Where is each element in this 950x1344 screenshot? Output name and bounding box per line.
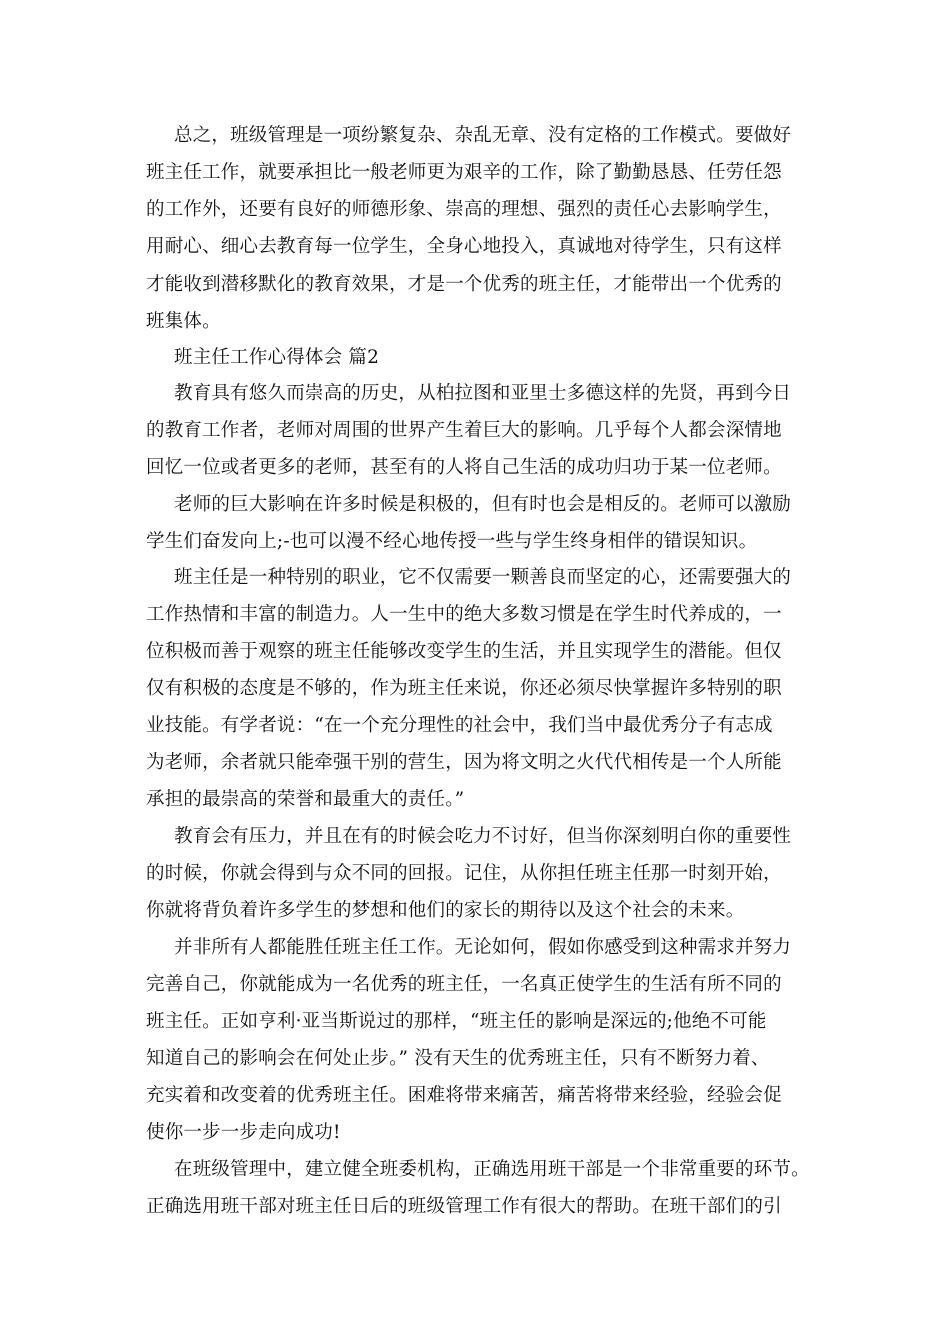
text-line: 老师的巨大影响在许多时候是积极的，但有时也会是相反的。老师可以激励	[174, 494, 792, 515]
text-line: 知道自己的影响会在何处止步。” 没有天生的优秀班主任，只有不断努力着、	[146, 1048, 770, 1069]
text-line: 你就将背负着许多学生的梦想和他们的家长的期待以及这个社会的未来。	[146, 900, 745, 921]
text-line: 为老师，余者就只能牵强干别的营生，因为将文明之火代代相传是一个人所能	[146, 752, 782, 773]
text-line: 承担的最崇高的荣誉和最重大的责任。”	[146, 789, 465, 810]
text-line: 仅有积极的态度是不够的，作为班主任来说，你还必须尽快掌握许多特别的职	[146, 678, 782, 699]
text-line: 充实着和改变着的优秀班主任。困难将带来痛苦，痛苦将带来经验，经验会促	[146, 1085, 782, 1106]
text-line: 班主任工作，就要承担比一般老师更为艰辛的工作，除了勤勤恳恳、任劳任怨	[146, 162, 782, 183]
text-line: 学生们奋发向上;-也可以漫不经心地传授一些与学生终身相伴的错误知识。	[146, 531, 758, 552]
text-line: 业技能。有学者说：“在一个充分理性的社会中，我们当中最优秀分子有志成	[146, 715, 773, 736]
text-line: 的教育工作者，老师对周围的世界产生着巨大的影响。几乎每个人都会深情地	[146, 420, 782, 441]
text-line: 在班级管理中，建立健全班委机构，正确选用班干部是一个非常重要的环节。	[174, 1159, 810, 1180]
text-line: 的时候，你就会得到与众不同的回报。记住，从你担任班主任那一时刻开始，	[146, 863, 782, 884]
text-line: 班主任。正如亨利·亚当斯说过的那样，“班主任的影响是深远的;他绝不可能	[146, 1011, 767, 1032]
text-line: 教育会有压力，并且在有的时候会吃力不讨好，但当你深刻明白你的重要性	[174, 826, 792, 847]
text-line: 教育具有悠久而崇高的历史，从柏拉图和亚里士多德这样的先贤，再到今日	[174, 383, 792, 404]
text-line: 回忆一位或者更多的老师，甚至有的人将自己生活的成功归功于某一位老师。	[146, 457, 782, 478]
text-line: 班主任是一种特别的职业，它不仅需要一颗善良而坚定的心，还需要强大的	[174, 567, 792, 588]
text-line: 位积极而善于观察的班主任能够改变学生的生活，并且实现学生的潜能。但仅	[146, 641, 782, 662]
text-line: 完善自己，你就能成为一名优秀的班主任，一名真正使学生的生活有所不同的	[146, 974, 782, 995]
section-heading: 班主任工作心得体会 篇2	[174, 347, 380, 368]
text-line: 的工作外，还要有良好的师德形象、崇高的理想、强烈的责任心去影响学生，	[146, 199, 782, 220]
text-line: 才能收到潜移默化的教育效果，才是一个优秀的班主任，才能带出一个优秀的	[146, 274, 782, 295]
text-line: 总之，班级管理是一项纷繁复杂、杂乱无章、没有定格的工作模式。要做好	[174, 125, 792, 146]
text-line: 正确选用班干部对班主任日后的班级管理工作有很大的帮助。在班干部们的引	[146, 1196, 782, 1217]
text-line: 用耐心、细心去教育每一位学生，全身心地投入，真诚地对待学生，只有这样	[146, 236, 782, 257]
text-line: 使你一步一步走向成功!	[146, 1122, 341, 1143]
text-line: 工作热情和丰富的制造力。人一生中的绝大多数习惯是在学生时代养成的，一	[146, 604, 782, 625]
text-line: 班集体。	[146, 311, 221, 332]
text-line: 并非所有人都能胜任班主任工作。无论如何，假如你感受到这种需求并努力	[174, 937, 792, 958]
